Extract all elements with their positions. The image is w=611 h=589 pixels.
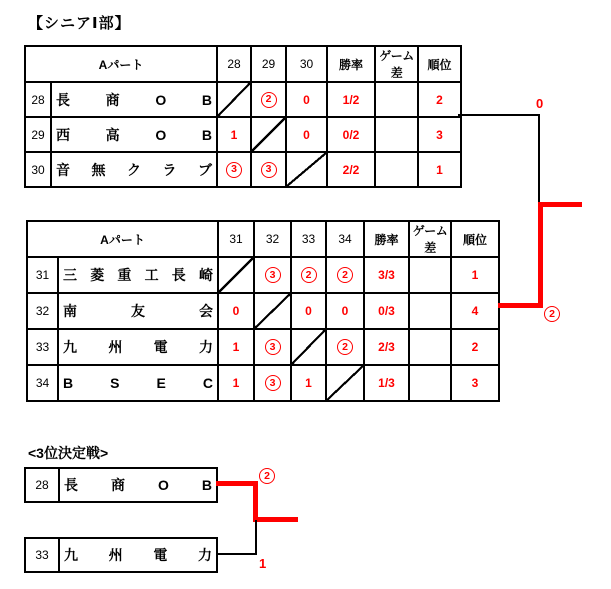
gamediff-cell — [375, 117, 418, 152]
table-row — [25, 82, 461, 117]
third-place-line-team1 — [216, 481, 258, 486]
gamediff-cell — [409, 329, 451, 365]
third-place-line-rise — [255, 520, 257, 555]
diagonal-cell — [218, 257, 254, 293]
rate-cell: 0/3 — [364, 293, 409, 329]
col-header-32: 32 — [254, 221, 291, 257]
team-name-cell — [58, 365, 218, 401]
third-place-score-team2: 1 — [259, 556, 267, 571]
bracket-line-pool1-drop — [538, 114, 540, 202]
team-no: 32 — [27, 293, 58, 329]
gamediff-cell — [375, 152, 418, 187]
result-cell: 3 — [217, 152, 251, 187]
gamediff-cell — [375, 82, 418, 117]
table-row — [25, 152, 461, 187]
col-header-33: 33 — [291, 221, 326, 257]
team-name: 九 州 電 力 — [64, 547, 212, 563]
gamediff-cell — [409, 293, 451, 329]
team-name-cell — [58, 293, 218, 329]
result-cell: 0 — [326, 293, 364, 329]
table-row — [27, 257, 499, 293]
rate-cell: 1/3 — [364, 365, 409, 401]
rank-cell: 3 — [451, 365, 499, 401]
pool-table-1 — [24, 45, 462, 188]
bracket-line-pool2-rise — [538, 202, 543, 308]
result-cell: 0 — [286, 82, 327, 117]
result-cell: 1 — [291, 365, 326, 401]
result-cell: 3 — [254, 257, 291, 293]
diagonal-cell — [217, 82, 251, 117]
team-no: 29 — [25, 117, 51, 152]
rank-cell: 3 — [418, 117, 461, 152]
team-no: 33 — [26, 539, 60, 571]
part-label: Aパート — [27, 221, 218, 257]
col-header-30: 30 — [286, 46, 327, 82]
team-no: 33 — [27, 329, 58, 365]
diagonal-cell — [251, 117, 286, 152]
third-place-line-drop — [253, 481, 258, 522]
col-header-rate: 勝率 — [327, 46, 375, 82]
third-place-team2-box — [24, 537, 218, 573]
gamediff-cell — [409, 365, 451, 401]
team-name-cell — [51, 152, 217, 187]
bracket-line-pool1 — [458, 114, 540, 116]
team-no: 31 — [27, 257, 58, 293]
table-row — [27, 329, 499, 365]
team-name-cell — [51, 117, 217, 152]
rate-cell: 0/2 — [327, 117, 375, 152]
team-no: 28 — [26, 469, 60, 501]
third-place-score-team1: 2 — [259, 467, 275, 484]
diagonal-cell — [291, 329, 326, 365]
rate-cell: 2/3 — [364, 329, 409, 365]
rate-cell: 1/2 — [327, 82, 375, 117]
col-header-29: 29 — [251, 46, 286, 82]
rate-cell: 2/2 — [327, 152, 375, 187]
third-place-winner-line — [253, 517, 298, 522]
rank-cell: 1 — [418, 152, 461, 187]
col-header-gamediff: ゲーム差 — [409, 221, 451, 257]
third-place-title: <3位決定戦> — [28, 445, 109, 461]
result-cell: 0 — [286, 117, 327, 152]
table-header-row — [25, 46, 461, 82]
bracket-winner-line — [538, 202, 582, 207]
team-name: 長 商 O B — [56, 91, 212, 108]
result-cell: 3 — [254, 329, 291, 365]
result-cell: 2 — [251, 82, 286, 117]
rank-cell: 2 — [451, 329, 499, 365]
result-cell: 0 — [218, 293, 254, 329]
diagonal-cell — [254, 293, 291, 329]
col-header-gamediff: ゲーム差 — [375, 46, 418, 82]
team-name-cell — [58, 257, 218, 293]
rate-cell: 3/3 — [364, 257, 409, 293]
team-name: 三 菱 重 工 長 崎 — [63, 267, 213, 283]
table-row — [27, 293, 499, 329]
col-header-rate: 勝率 — [364, 221, 409, 257]
team-name: 長 商 O B — [64, 477, 212, 493]
rank-cell: 1 — [451, 257, 499, 293]
result-cell: 3 — [254, 365, 291, 401]
team-no: 28 — [25, 82, 51, 117]
result-cell: 1 — [218, 365, 254, 401]
third-place-line-team2 — [216, 553, 257, 555]
rank-cell: 4 — [451, 293, 499, 329]
part-label: Aパート — [25, 46, 217, 82]
team-name: 南 友 会 — [63, 303, 213, 319]
team-name-cell — [51, 82, 217, 117]
diagonal-cell — [326, 365, 364, 401]
rank-cell: 2 — [418, 82, 461, 117]
table-header-row — [27, 221, 499, 257]
team-name: 音 無 ク ラ ブ — [56, 161, 212, 178]
result-cell: 1 — [217, 117, 251, 152]
bracket-line-pool2 — [498, 303, 543, 308]
final-score-pool1: 0 — [536, 96, 544, 111]
result-cell: 2 — [326, 329, 364, 365]
gamediff-cell — [409, 257, 451, 293]
col-header-28: 28 — [217, 46, 251, 82]
team-name: 九 州 電 力 — [63, 339, 213, 355]
final-score-pool2: 2 — [544, 305, 560, 322]
col-header-rank: 順位 — [451, 221, 499, 257]
team-no: 34 — [27, 365, 58, 401]
result-cell: 3 — [251, 152, 286, 187]
result-cell: 2 — [326, 257, 364, 293]
col-header-31: 31 — [218, 221, 254, 257]
team-name: 西 高 O B — [56, 126, 212, 143]
col-header-34: 34 — [326, 221, 364, 257]
third-place-team1-box — [24, 467, 218, 503]
team-name: B S E C — [63, 375, 213, 391]
diagonal-cell — [286, 152, 327, 187]
result-cell: 0 — [291, 293, 326, 329]
team-name-cell — [58, 329, 218, 365]
table-row — [27, 365, 499, 401]
col-header-rank: 順位 — [418, 46, 461, 82]
result-cell: 1 — [218, 329, 254, 365]
table-row — [25, 117, 461, 152]
page-title: 【シニアⅠ部】 — [28, 15, 131, 32]
result-cell: 2 — [291, 257, 326, 293]
pool-table-2 — [26, 220, 500, 402]
team-no: 30 — [25, 152, 51, 187]
